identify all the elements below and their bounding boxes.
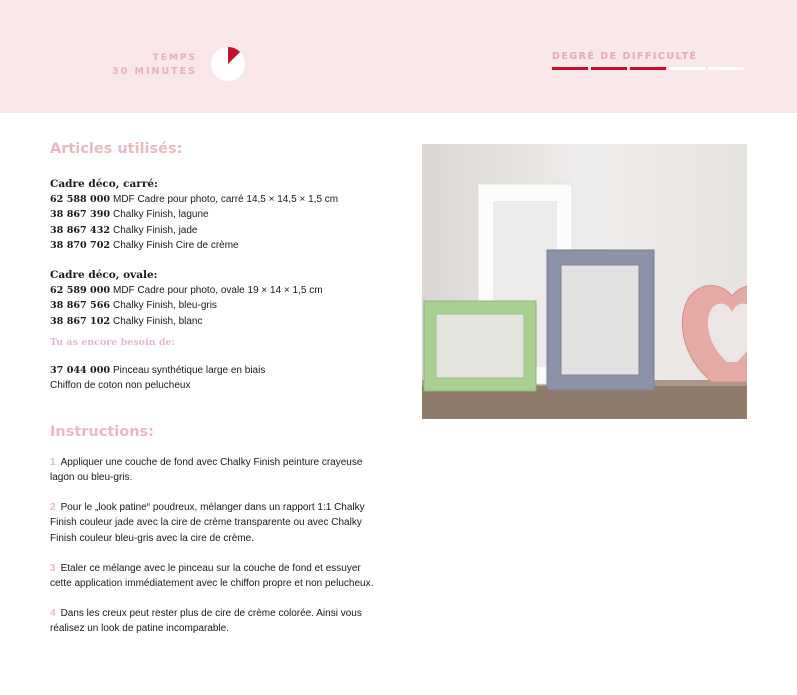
time-title: TEMPS [152, 53, 197, 63]
list-item [50, 314, 390, 329]
article-code: 37 044 000 [50, 365, 111, 377]
group-oval [50, 268, 390, 329]
instruction-step [50, 500, 380, 547]
group-title: Cadre déco, ovale: [50, 269, 158, 282]
difficulty-meter [552, 51, 744, 70]
difficulty-label: DEGRÉ DE DIFFICULTÉ [552, 51, 698, 62]
header-band [0, 0, 797, 113]
instruction-step [50, 455, 380, 486]
clock-icon [211, 47, 245, 81]
materials-column [50, 141, 390, 637]
article-code: 38 867 432 [50, 224, 111, 236]
group-square [50, 177, 390, 253]
article-desc: Chalky Finish, blanc [113, 315, 203, 327]
difficulty-bar [630, 67, 666, 70]
article-desc: Chalky Finish, jade [113, 224, 198, 236]
step-number: 1 [50, 456, 56, 468]
painted-frames-photo [422, 144, 747, 419]
need-title: Tu as encore besoin de: [50, 337, 176, 349]
difficulty-bar [591, 67, 627, 70]
step-number: 2 [50, 501, 56, 513]
article-desc: Pinceau synthétique large en biais [113, 365, 266, 377]
list-item [50, 238, 390, 253]
difficulty-bar [669, 67, 705, 70]
instructions-title: Instructions: [50, 423, 154, 440]
list-item [50, 223, 390, 238]
time-value: 30 MINUTES [112, 66, 197, 77]
step-text: Appliquer une couche de fond avec Chalky Finish peinture crayeuse lagon ou bleu-gris. [50, 456, 363, 484]
article-code: 38 867 390 [50, 209, 111, 221]
instruction-step [50, 561, 380, 592]
list-item [50, 283, 390, 298]
articles-title: Articles utilisés: [50, 141, 183, 157]
article-code: 38 867 566 [50, 300, 111, 312]
article-desc: Chalky Finish Cire de crème [113, 239, 239, 251]
list-item [50, 207, 390, 222]
article-code: 38 867 102 [50, 315, 111, 327]
article-desc: MDF Cadre pour photo, carré 14,5 × 14,5 × 1,5 cm [113, 194, 339, 205]
difficulty-bars [552, 67, 744, 70]
article-desc: Chalky Finish, bleu-gris [113, 300, 217, 312]
article-desc: Chalky Finish, lagune [113, 209, 209, 221]
article-desc: MDF Cadre pour photo, ovale 19 × 14 × 1,5 cm [113, 285, 323, 297]
step-text: Pour le „look patine“ poudreux, mélanger dans un rapport 1:1 Chalky Finish couleur jade avec la cire de crème transparente ou avec Chalky Finish couleur bleu-gris avec la cire de crème. [50, 501, 365, 545]
need-extra: Chiffon de coton non pelucheux [50, 380, 191, 392]
step-number: 3 [50, 562, 56, 574]
article-code: 62 588 000 [50, 194, 111, 205]
difficulty-bar [552, 67, 588, 70]
time-label [112, 52, 197, 78]
list-item [50, 192, 390, 207]
article-code: 38 870 702 [50, 239, 111, 251]
difficulty-bar [708, 67, 744, 70]
list-item [50, 298, 390, 313]
step-text: Dans les creux peut rester plus de cire de crème colorée. Ainsi vous réalisez un look de patine incomparable. [50, 607, 362, 635]
list-item [50, 363, 390, 378]
step-text: Etaler ce mélange avec le pinceau sur la couche de fond et essuyer cette application immédiatement avec le chiffon propre et non pelucheux. [50, 562, 374, 590]
group-title: Cadre déco, carré: [50, 178, 158, 190]
article-code: 62 589 000 [50, 285, 111, 297]
step-number: 4 [50, 607, 56, 619]
instruction-step [50, 606, 380, 637]
